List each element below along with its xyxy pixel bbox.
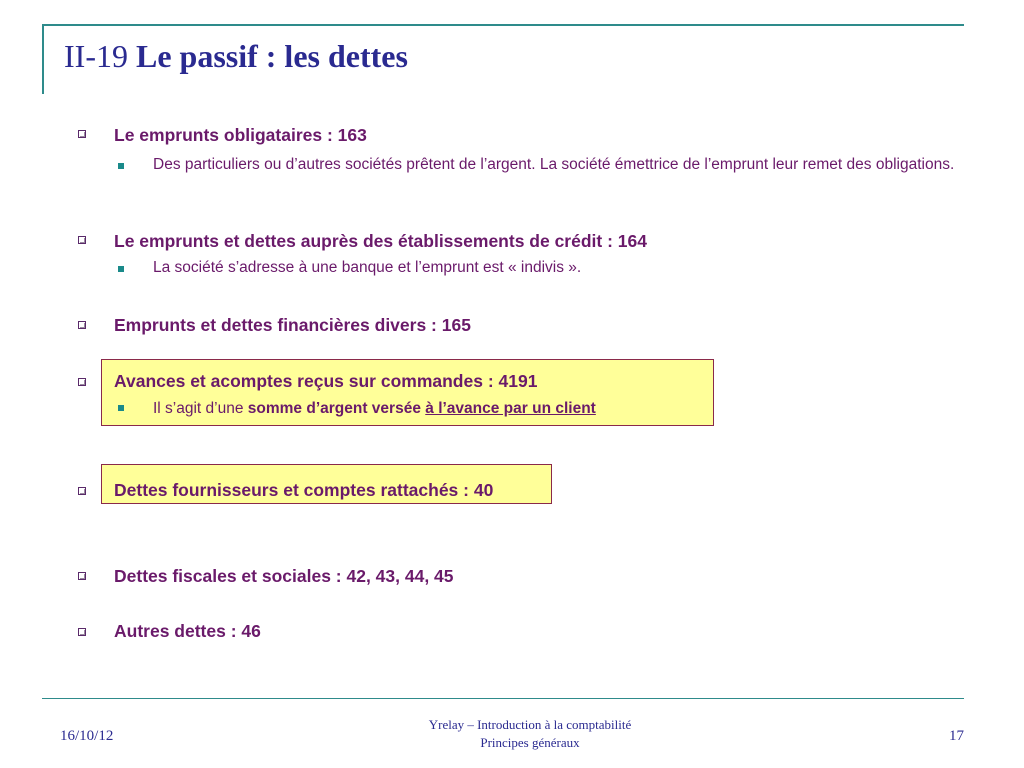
item-fournisseurs: Dettes fournisseurs et comptes rattachés : 40 <box>114 480 494 500</box>
title-frame-top <box>42 24 964 26</box>
square-bullet-icon <box>118 266 124 272</box>
checkbox-bullet-icon <box>78 321 86 329</box>
slide-title <box>64 38 408 75</box>
item-autres: Autres dettes : 46 <box>114 621 261 641</box>
item-credit: Le emprunts et dettes auprès des établissements de crédit : 164 <box>114 231 647 251</box>
footer-date: 16/10/12 <box>60 728 114 744</box>
footer-page-number: 17 <box>949 728 964 744</box>
square-bullet-icon <box>118 405 124 411</box>
avances-detail-prefix: Il s’agit d’une <box>153 400 248 417</box>
footer-caption-line2: Principes généraux <box>480 735 580 750</box>
checkbox-bullet-icon <box>78 130 86 138</box>
checkbox-bullet-icon <box>78 628 86 636</box>
item-divers: Emprunts et dettes financières divers : 165 <box>114 315 471 335</box>
checkbox-bullet-icon <box>78 572 86 580</box>
item-obligataires: Le emprunts obligataires : 163 <box>114 125 367 145</box>
avances-detail-underline: à l’avance par un client <box>425 400 596 417</box>
checkbox-bullet-icon <box>78 236 86 244</box>
slide-title-text: Le passif : les dettes <box>135 38 408 74</box>
item-obligataires-detail: Des particuliers ou d’autres sociétés prêtent de l’argent. La société émettrice de l’emprunt leur remet des obligations. <box>153 156 955 173</box>
item-credit-detail: La société s’adresse à une banque et l’emprunt est « indivis ». <box>153 259 582 276</box>
item-avances-detail <box>153 398 993 419</box>
title-frame-left <box>42 24 44 94</box>
checkbox-bullet-icon <box>78 378 86 386</box>
footer-divider <box>42 698 964 699</box>
footer-caption-line1: Yrelay – Introduction à la comptabilité <box>428 717 632 732</box>
item-fiscales: Dettes fiscales et sociales : 42, 43, 44, 45 <box>114 566 454 586</box>
square-bullet-icon <box>118 163 124 169</box>
checkbox-bullet-icon <box>78 487 86 495</box>
slide-number-label: II-19 <box>64 38 128 74</box>
footer-caption <box>330 716 730 752</box>
avances-detail-bold: somme d’argent versée <box>247 400 421 417</box>
item-avances: Avances et acomptes reçus sur commandes : 4191 <box>114 371 538 391</box>
